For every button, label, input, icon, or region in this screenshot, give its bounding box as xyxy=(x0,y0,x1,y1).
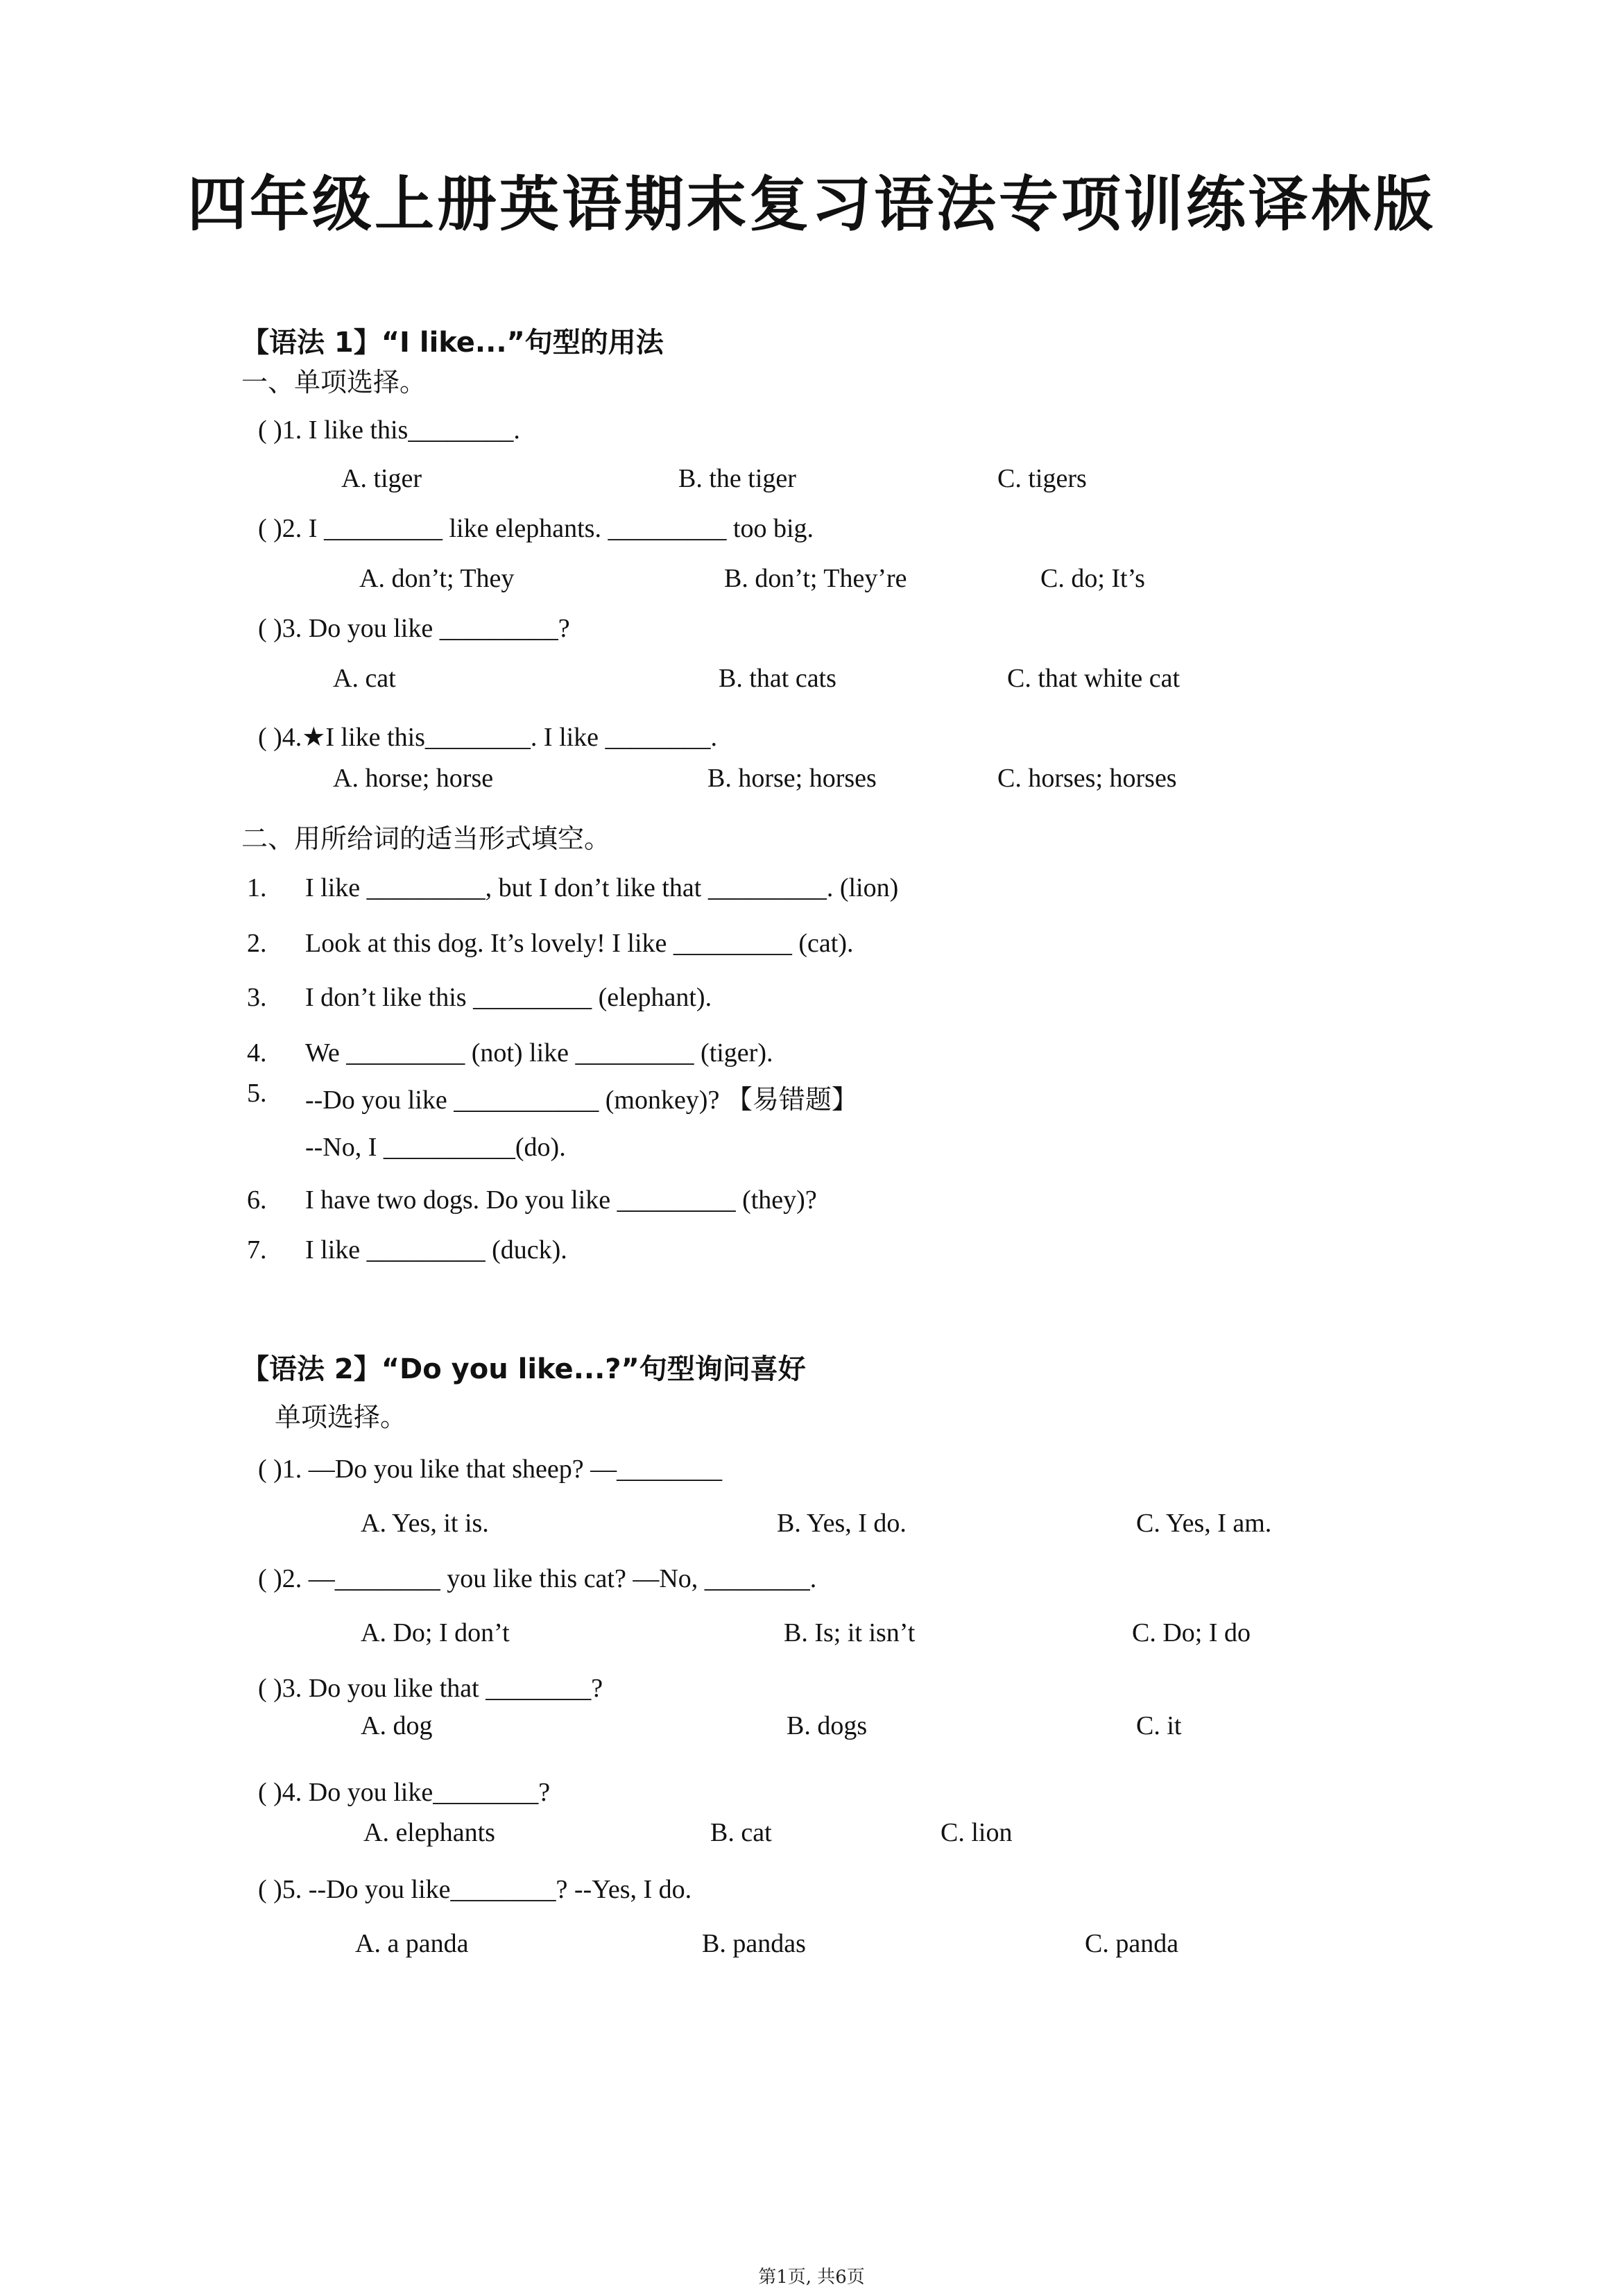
s2-q1-option-b: B. Yes, I do. xyxy=(777,1509,907,1538)
s2-q4-option-a: A. elephants xyxy=(363,1818,495,1847)
s1-q4-option-b: B. horse; horses xyxy=(707,764,877,793)
s1-q3-option-a: A. cat xyxy=(333,664,396,693)
s1-q4-option-c: C. horses; horses xyxy=(997,764,1177,793)
section1-part2-title: 二、用所给词的适当形式填空。 xyxy=(241,823,611,854)
s1-q2-option-b: B. don’t; They’re xyxy=(724,564,907,593)
s2-q3-option-b: B. dogs xyxy=(787,1711,868,1740)
fill-item-4-number: 4. xyxy=(247,1038,267,1068)
fill-item-1-number: 1. xyxy=(247,873,267,902)
s2-q4-option-b: B. cat xyxy=(710,1818,772,1847)
s1-q2-stem: ( )2. I _________ like elephants. _________ too big. xyxy=(258,514,814,543)
s2-q5-option-b: B. pandas xyxy=(702,1929,806,1958)
fill-item-1-text: I like _________, but I don’t like that _________. (lion) xyxy=(305,873,899,902)
s1-q1-option-b: B. the tiger xyxy=(678,464,796,493)
s2-q3-stem: ( )3. Do you like that ________? xyxy=(258,1674,603,1703)
s1-q3-stem: ( )3. Do you like _________? xyxy=(258,614,570,643)
s2-q5-stem: ( )5. --Do you like________? --Yes, I do. xyxy=(258,1875,692,1904)
s2-q4-stem: ( )4. Do you like________? xyxy=(258,1778,551,1807)
s1-q3-option-b: B. that cats xyxy=(719,664,836,693)
s2-q2-option-b: B. Is; it isn’t xyxy=(784,1618,916,1647)
s2-q2-option-c: C. Do; I do xyxy=(1132,1618,1251,1647)
fill-item-3-number: 3. xyxy=(247,983,267,1012)
fill-item-5-answer-line: --No, I __________(do). xyxy=(305,1133,566,1162)
page-title: 四年级上册英语期末复习语法专项训练译林版 xyxy=(187,170,1436,239)
section1-heading: 【语法 1】“I like...”句型的用法 xyxy=(241,327,664,359)
s1-q4-option-a: A. horse; horse xyxy=(333,764,494,793)
fill-item-6-number: 6. xyxy=(247,1185,267,1215)
fill-item-6-text: I have two dogs. Do you like _________ (they)? xyxy=(305,1185,817,1215)
s2-q5-option-c: C. panda xyxy=(1085,1929,1179,1958)
fill-item-7-text: I like _________ (duck). xyxy=(305,1235,567,1265)
fill-item-5-number: 5. xyxy=(247,1079,267,1108)
s1-q1-option-a: A. tiger xyxy=(341,464,422,493)
section2-sub-title: 单项选择。 xyxy=(275,1402,407,1432)
s1-q3-option-c: C. that white cat xyxy=(1007,664,1180,693)
s1-q1-option-c: C. tigers xyxy=(997,464,1087,493)
fill-item-2-number: 2. xyxy=(247,929,267,958)
fill-item-3-text: I don’t like this _________ (elephant). xyxy=(305,983,712,1012)
s2-q3-option-c: C. it xyxy=(1136,1711,1182,1740)
s2-q3-option-a: A. dog xyxy=(361,1711,433,1740)
s2-q4-option-c: C. lion xyxy=(941,1818,1013,1847)
s2-q5-option-a: A. a panda xyxy=(355,1929,469,1958)
s1-q2-option-c: C. do; It’s xyxy=(1040,564,1145,593)
fill-item-5-text: --Do you like ___________ (monkey)? 【易错题】 xyxy=(305,1086,858,1115)
s2-q1-option-c: C. Yes, I am. xyxy=(1136,1509,1272,1538)
section1-part1-title: 一、单项选择。 xyxy=(241,367,427,397)
s1-q1-stem: ( )1. I like this________. xyxy=(258,415,520,445)
s2-q2-option-a: A. Do; I don’t xyxy=(361,1618,510,1647)
s1-q2-option-a: A. don’t; They xyxy=(359,564,515,593)
s2-q1-option-a: A. Yes, it is. xyxy=(361,1509,489,1538)
section2-heading: 【语法 2】“Do you like...?”句型询问喜好 xyxy=(241,1353,806,1385)
s1-q4-stem: ( )4.★I like this________. I like ________. xyxy=(258,723,718,752)
fill-item-7-number: 7. xyxy=(247,1235,267,1265)
s2-q1-stem: ( )1. —Do you like that sheep? —________ xyxy=(258,1455,723,1484)
page-footer: 第1页, 共6页 xyxy=(758,2267,865,2288)
fill-item-2-text: Look at this dog. It’s lovely! I like _________ (cat). xyxy=(305,929,854,958)
s2-q2-stem: ( )2. —________ you like this cat? —No, ________. xyxy=(258,1564,817,1593)
fill-item-4-text: We _________ (not) like _________ (tiger). xyxy=(305,1038,773,1068)
